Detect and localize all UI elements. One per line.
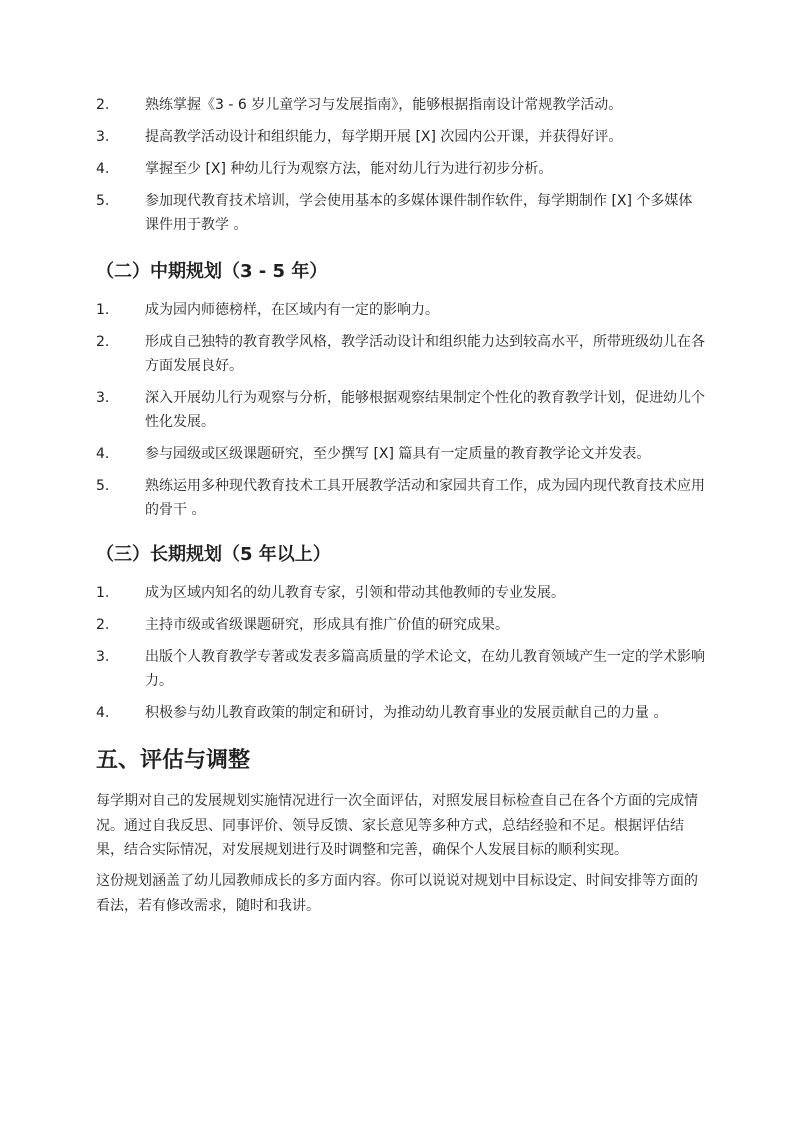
list-item-text: 参加现代教育技术培训，学会使用基本的多媒体课件制作软件，每学期制作 [X] 个多媒体课件用于教学 。 — [145, 193, 693, 233]
list-item — [96, 613, 705, 637]
list-item-text: 主持市级或省级课题研究，形成具有推广价值的研究成果。 — [145, 617, 509, 633]
list-item-number: 3. — [96, 390, 110, 406]
list-item — [96, 93, 705, 117]
evaluation-paragraph: 每学期对自己的发展规划实施情况进行一次全面评估，对照发展目标检查自己在各个方面的完成情况。通过自我反思、同事评价、领导反馈、家长意见等多种方式，总结经验和不足。根据评估结果，结合实际情况，对发展规划进行及时调整和完善，确保个人发展目标的顺利实现。 — [96, 793, 698, 858]
list-item — [96, 125, 705, 149]
list-item — [96, 581, 705, 605]
list-item — [96, 701, 705, 725]
list-item-number: 4. — [96, 705, 110, 721]
list-item-number: 2. — [96, 334, 110, 350]
list-item — [96, 330, 705, 378]
closing-paragraph: 这份规划涵盖了幼儿园教师成长的多方面内容。你可以说说对规划中目标设定、时间安排等方面的看法，若有修改需求，随时和我讲。 — [96, 873, 698, 914]
list-item — [96, 298, 705, 322]
list-item — [96, 474, 705, 522]
list-item-text: 出版个人教育教学专著或发表多篇高质量的学术论文，在幼儿教育领域产生一定的学术影响力。 — [145, 649, 705, 689]
mid-term-heading: （二）中期规划（3 - 5 年） — [96, 261, 328, 282]
list-item-text: 提高教学活动设计和组织能力，每学期开展 [X] 次园内公开课，并获得好评。 — [145, 129, 623, 145]
short-term-goal-list — [96, 93, 705, 245]
list-item — [96, 157, 705, 181]
list-item-text: 成为区域内知名的幼儿教育专家，引领和带动其他教师的专业发展。 — [145, 585, 565, 601]
list-item-number: 2. — [96, 617, 110, 633]
long-term-heading: （三）长期规划（5 年以上） — [96, 544, 331, 565]
list-item-text: 掌握至少 [X] 种幼儿行为观察方法，能对幼儿行为进行初步分析。 — [145, 161, 553, 177]
list-item-text: 熟练运用多种现代教育技术工具开展教学活动和家园共育工作，成为园内现代教育技术应用的骨干 。 — [145, 478, 705, 518]
list-item-number: 3. — [96, 129, 110, 145]
list-item-number: 1. — [96, 585, 110, 601]
list-item-text: 积极参与幼儿教育政策的制定和研讨，为推动幼儿教育事业的发展贡献自己的力量 。 — [145, 705, 668, 721]
list-item-text: 参与园级或区级课题研究，至少撰写 [X] 篇具有一定质量的教育教学论文并发表。 — [145, 446, 651, 462]
list-item-text: 熟练掌握《3 - 6 岁儿童学习与发展指南》，能够根据指南设计常规教学活动。 — [145, 97, 623, 113]
list-item-number: 2. — [96, 97, 110, 113]
list-item-number: 3. — [96, 649, 110, 665]
list-item-text: 形成自己独特的教育教学风格，教学活动设计和组织能力达到较高水平，所带班级幼儿在各方面发展良好。 — [145, 334, 705, 374]
list-item-number: 5. — [96, 478, 110, 494]
list-item — [96, 645, 705, 693]
list-item-number: 5. — [96, 193, 110, 209]
list-item — [96, 442, 705, 466]
list-item-text: 深入开展幼儿行为观察与分析，能够根据观察结果制定个性化的教育教学计划，促进幼儿个性化发展。 — [145, 390, 705, 430]
list-item — [96, 189, 705, 237]
mid-term-goal-list — [96, 298, 705, 530]
list-item-text: 成为园内师德榜样，在区域内有一定的影响力。 — [145, 302, 439, 318]
list-item — [96, 386, 705, 434]
evaluation-heading: 五、评估与调整 — [96, 748, 251, 773]
list-item-number: 1. — [96, 302, 110, 318]
long-term-goal-list — [96, 581, 705, 733]
list-item-number: 4. — [96, 446, 110, 462]
list-item-number: 4. — [96, 161, 110, 177]
